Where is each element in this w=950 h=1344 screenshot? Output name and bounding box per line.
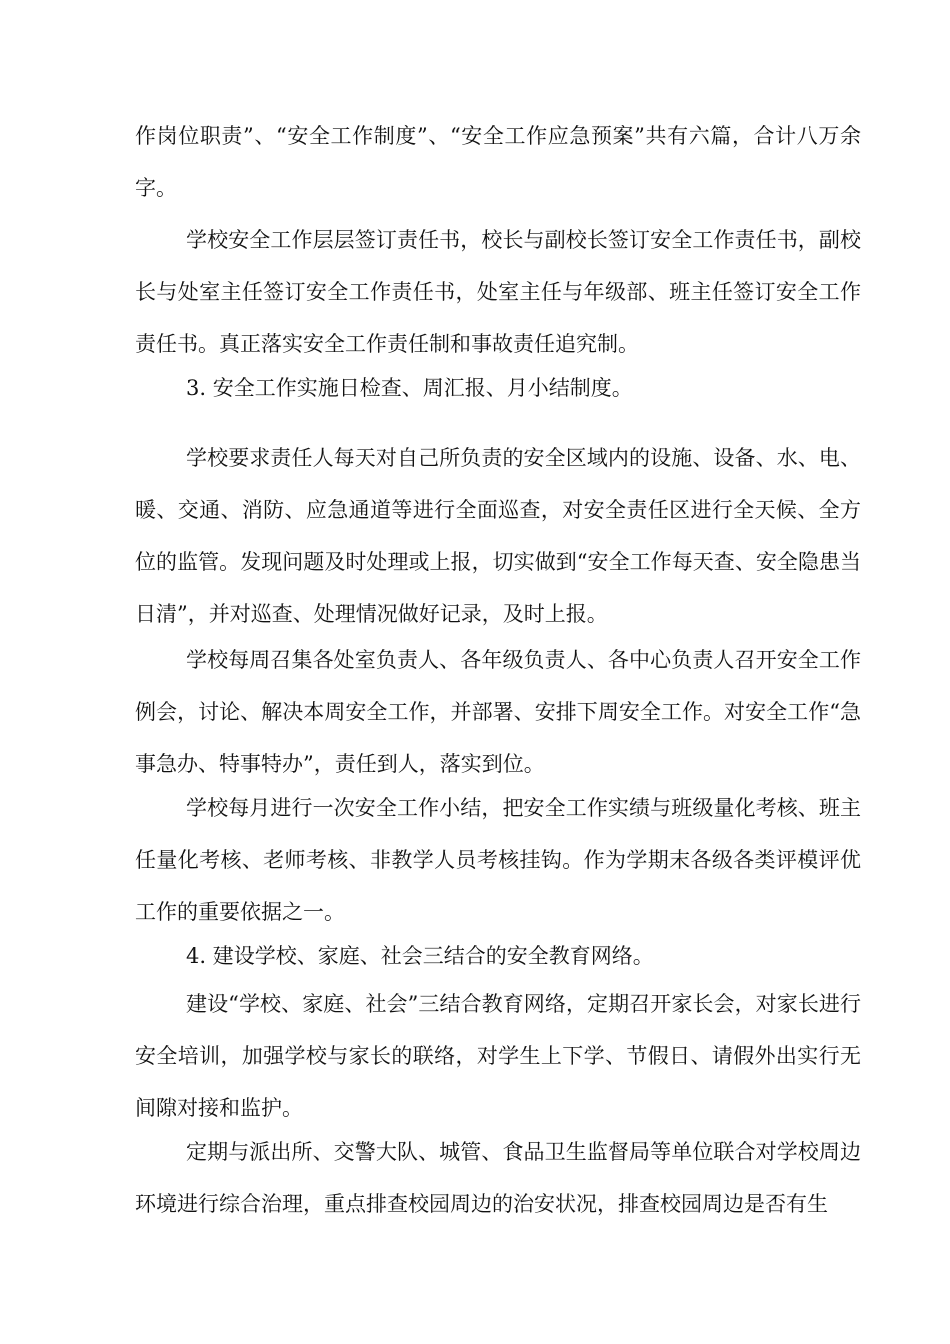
- paragraph-continuation: 作岗位职责”、“安全工作制度”、“安全工作应急预案”共有六篇，合计八万余字。: [135, 124, 861, 200]
- paragraph-monthly-summary: 学校每月进行一次安全工作小结，把安全工作实绩与班级量化考核、班主任量化考核、老师考核、非教学人员考核挂钩。作为学期末各级各类评模评优工作的重要依据之一。: [135, 796, 861, 924]
- paragraph-responsibility-letters: 学校安全工作层层签订责任书，校长与副校长签订安全工作责任书，副校长与处室主任签订安全工作责任书，处室主任与年级部、班主任签订安全工作责任书。真正落实安全工作责任制和事故责任追究制。: [135, 228, 861, 356]
- paragraph-daily-inspection: 学校要求责任人每天对自己所负责的安全区域内的设施、设备、水、电、暖、交通、消防、应急通道等进行全面巡查，对安全责任区进行全天候、全方位的监管。发现问题及时处理或上报，切实做到“安全工作每天查、安全隐患当日清”，并对巡查、处理情况做好记录，及时上报。: [135, 446, 861, 626]
- paragraph-education-network: 建设“学校、家庭、社会”三结合教育网络，定期召开家长会，对家长进行安全培训，加强学校与家长的联络，对学生上下学、节假日、请假外出实行无间隙对接和监护。: [135, 992, 861, 1120]
- section-heading-3: 3. 安全工作实施日检查、周汇报、月小结制度。: [186, 376, 633, 400]
- paragraph-campus-surroundings: 定期与派出所、交警大队、城管、食品卫生监督局等单位联合对学校周边环境进行综合治理，重点排查校园周边的治安状况，排查校园周边是否有生: [135, 1140, 861, 1216]
- paragraph-weekly-meeting: 学校每周召集各处室负责人、各年级负责人、各中心负责人召开安全工作例会，讨论、解决本周安全工作，并部署、安排下周安全工作。对安全工作“急事急办、特事特办”，责任到人，落实到位。: [135, 648, 861, 776]
- section-heading-4: 4. 建设学校、家庭、社会三结合的安全教育网络。: [186, 944, 654, 968]
